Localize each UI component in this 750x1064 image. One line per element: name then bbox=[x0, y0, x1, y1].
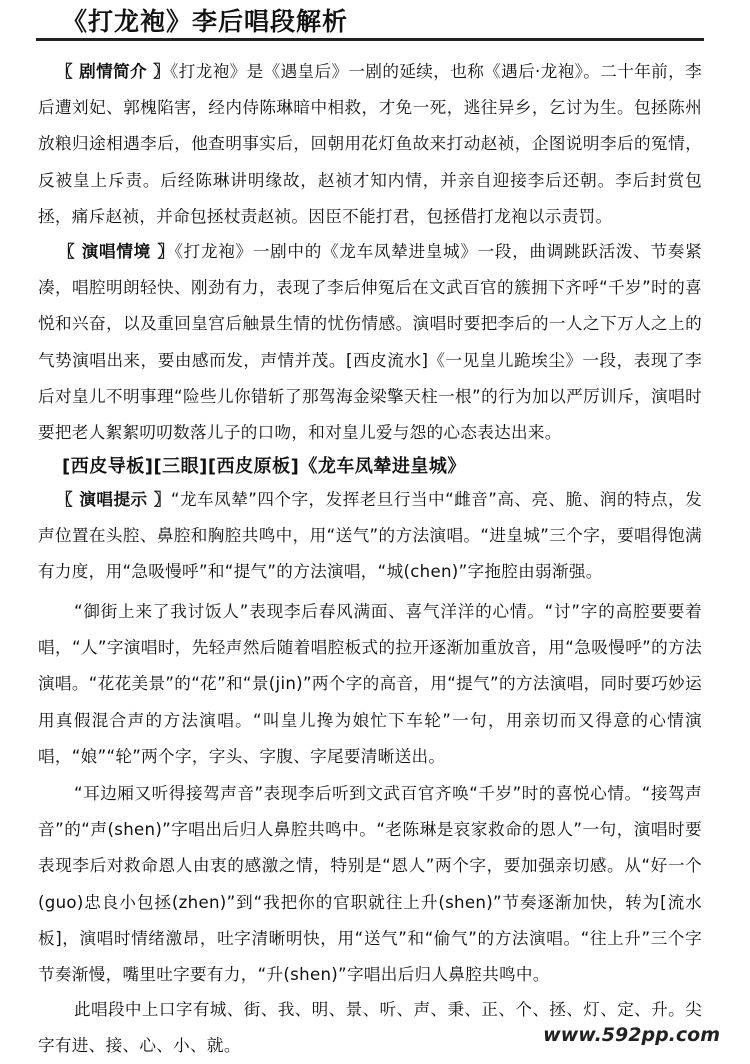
aria-subheading: [西皮导板][三眼][西皮原板]《龙车凤辇进皇城》 bbox=[62, 456, 466, 477]
plot-summary-tag: 〖 剧情简介 〗 bbox=[56, 62, 171, 81]
singing-tips-text: “龙车凤辇”四个字，发挥老旦行当中“雌音”高、亮、脆、润的特点，发声位置在头腔、鼻腔和胸腔共鸣中，用“送气”的方法演唱。“进皇城”三个字，要唱得饱满有力度，用“急吸慢呼”和“提气”的方法演唱，“城(chen)”字拖腔由弱渐强。 bbox=[38, 490, 702, 582]
performance-context-text: 《打龙袍》一剧中的《龙车凤辇进皇城》一段，曲调跳跃活泼、节奏紧凑，唱腔明朗轻快、刚劲有力，表现了李后伸冤后在文武百官的簇拥下齐呼“千岁”时的喜悦和兴奋，以及重回皇宫后触景生情的忧伤情感。演唱时要把李后的一人之下万人之上的气势演唱出来，要由感而发，声情并茂。[西皮流水]《一见皇儿跪埃尘》一段，表现了李后对皇儿不明事理“险些儿你错斩了那驾海金梁擎天柱一根”的行为加以严厉训斥，演唱时要把老人絮絮叨叨数落儿子的口吻，和对皇儿爱与怨的心态表达出来。 bbox=[38, 242, 702, 443]
plot-summary-text: 《打龙袍》是《遇皇后》一剧的延续，也称《遇后·龙袍》。二十年前，李后遭刘妃、郭槐陷害，经内侍陈琳暗中相救，才免一死，逃往异乡，乞讨为生。包拯陈州放粮归途相遇李后，他查明事实后，回朝用花灯鱼故来打动赵祯，企图说明李后的冤情，反被皇上斥责。后经陈琳讲明缘故，赵祯才知内情，并亲自迎接李后还朝。李后封赏包拯，痛斥赵祯，并命包拯杖责赵祯。因臣不能打君，包拯借打龙袍以示责罚。 bbox=[38, 62, 702, 226]
body-paragraph-5: “耳边厢又听得接驾声音”表现李后听到文武百官齐唤“千岁”时的喜悦心情。“接驾声音”的“声(shen)”字唱出后归人鼻腔共鸣中。“老陈琳是哀家救命的恩人”一句，演唱时要表现李后对救命恩人由衷的感激之情，特别是“恩人”两个字，要加强亲切感。从“好一个(guo)忠良小包拯(zhen)”到“我把你的官职就往上升(shen)”节奏逐渐加快，转为[流水板]，演唱时情绪激昂，吐字清晰明快，用“送气”和“偷气”的方法演唱。“往上升”三个字节奏渐慢，嘴里吐字要有力，“升(shen)”字唱出后归人鼻腔共鸣中。 bbox=[38, 784, 702, 985]
performance-context-tag: 〖 演唱情境 〗 bbox=[58, 242, 175, 261]
body-paragraph-4: “御街上来了我讨饭人”表现李后春风满面、喜气洋洋的心情。“讨”字的高腔要要着唱，“人”字演唱时，先轻声然后随着唱腔板式的拉开逐渐加重放音，用“急吸慢呼”的方法演唱。“花花美景”的“花”和“景(jin)”两个字的高音，用“提气”的方法演唱，同时要巧妙运用真假混合声的方法演唱。“叫皇儿搀为娘忙下车轮”一句，用亲切而又得意的心情演唱，“娘”“轮”两个字，字头、字腹、字尾要清晰送出。 bbox=[38, 602, 702, 766]
title-underline bbox=[36, 38, 704, 41]
singing-tips-paragraph bbox=[38, 482, 702, 591]
body-paragraph-6: 此唱段中上口字有城、街、我、明、景、听、声、秉、正、个、拯、灯、定、升。尖字有进、接、心、小、就。 bbox=[38, 1000, 702, 1056]
page-title: 《打龙袍》李后唱段解析 bbox=[62, 7, 349, 36]
singing-tips-tag: 〖 演唱提示 〗 bbox=[56, 490, 171, 509]
plot-summary-paragraph bbox=[38, 54, 702, 235]
performance-context-paragraph bbox=[38, 234, 702, 451]
site-watermark: www.592pp.com bbox=[543, 1024, 720, 1046]
